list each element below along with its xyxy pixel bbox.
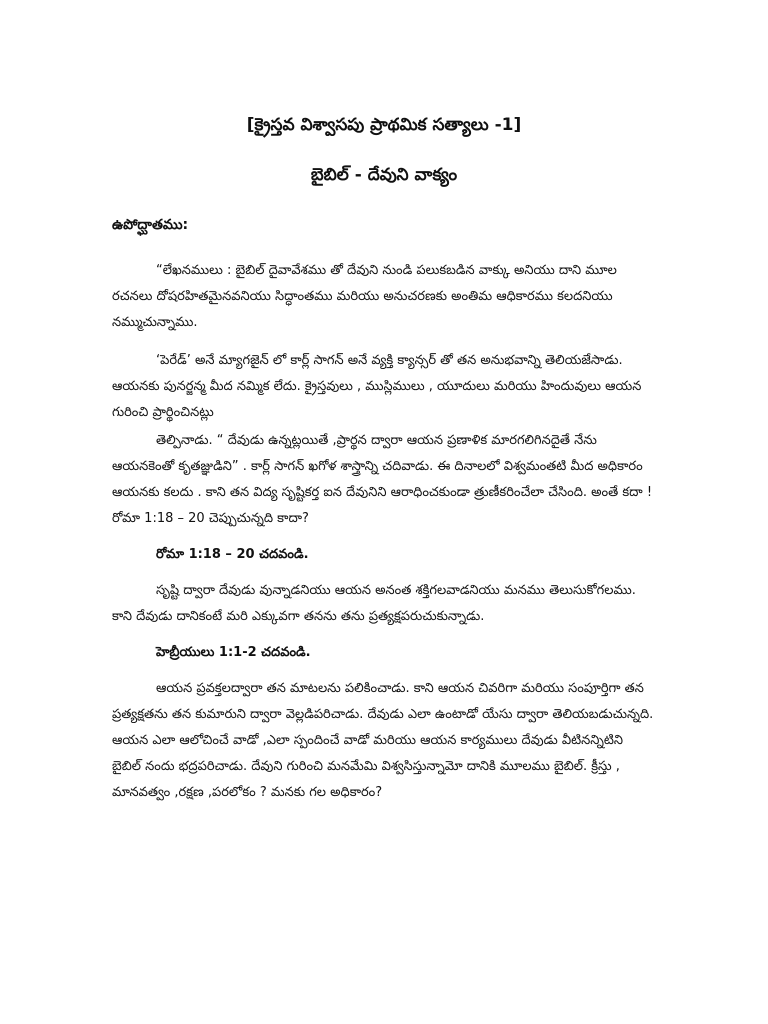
document-title: [క్రైస్తవ విశ్వాసపు ప్రాథమిక సత్యాలు -1] — [246, 115, 522, 135]
paragraph-carl-sagan-quote: తెల్పినాడు. “ దేవుడు ఉన్నట్లయితే ,ప్రార్థన ద్వారా ఆయన ప్రణాళిక మారగలిగినదైతే నేను ఆయనకెంతో కృతజ్ఞుడిని” . కార్ల్ సాగన్ ఖగోళ శాస్త్రాన్ని చదివాడు. ఈ దినాలలో విశ్వమంతటి మీద అధికారం ఆయనకు కలదు . కాని తన విద్య సృష్టికర్త ఐన దేవునిని ఆరాధించకుండా త్రుణీకరించేలా చేసింది. అంతే కదా ! రోమా 1:18 – 20 చెప్పుచున్నది కాదా? — [112, 433, 653, 526]
paragraph-prophets-son: ఆయన ప్రవక్తలద్వారా తన మాటలను పలికించాడు. కాని ఆయన చివరిగా మరియు సంపూర్తిగా తన ప్రత్యక్షతను తన కుమారుని ద్వారా వెల్లడిపరిచాడు. దేవుడు ఎలా ఉంటాడో యేసు ద్వారా తెలియబడుచున్నది. ఆయన ఎలా ఆలోచించే వాడో ,ఎలా స్పందించే వాడో మరియు ఆయన కార్యములు దేవుడు వీటినన్నిటిని బైబిల్ నందు భద్రపరిచాడు. దేవుని గురించి మనమేమి విశ్వసిస్తున్నామో దానికి మూలము బైబిల్. క్రీస్తు , మానవత్వం ,రక్షణ ,పరలోకం ? మనకు గల అధికారం? — [112, 681, 654, 800]
scripture-reference-hebrews: హెబ్రీయులు 1:1-2 చదవండి. — [156, 645, 311, 660]
document-subtitle: బైబిల్ - దేవుని వాక్యం — [310, 165, 458, 185]
paragraph-creed: “లేఖనములు : బైబిల్ దైవావేశము తో దేవుని నుండి పలుకబడిన వాక్కు అనియు దాని మూల రచనలు దోషరహితమైనవనియు సిద్ధాంతము మరియు అనుచరణకు అంతిమ ఆధికారము కలదనియు నమ్ముచున్నాము. — [112, 263, 617, 330]
paragraph-carl-sagan-intro: ‘పెరేడ్’ అనే మ్యాగజైన్ లో కార్ల్ సాగన్ అనే వ్యక్తి క్యాన్సర్ తో తన అనుభవాన్ని తెలియజేసాడు. ఆయనకు పునర్జన్మ మీద నమ్మిక లేదు. క్రైస్తవులు , ముస్లిములు , యూదులు మరియు హిందువులు ఆయన గురించి ప్రార్థించినట్లు — [112, 353, 642, 420]
section-heading-introduction: ఉపోద్ఘాతము: — [112, 217, 189, 233]
scripture-reference-romans: రోమా 1:18 – 20 చదవండి. — [156, 547, 309, 562]
paragraph-creation-revelation: సృష్టి ద్వారా దేవుడు వున్నాడనియు ఆయన అనంత శక్తిగలవాడనియు మనము తెలుసుకోగలము. కాని దేవుడు దానికంటే మరి ఎక్కువగా తనను తను ప్రత్యక్షపరుచుకున్నాడు. — [112, 583, 636, 624]
